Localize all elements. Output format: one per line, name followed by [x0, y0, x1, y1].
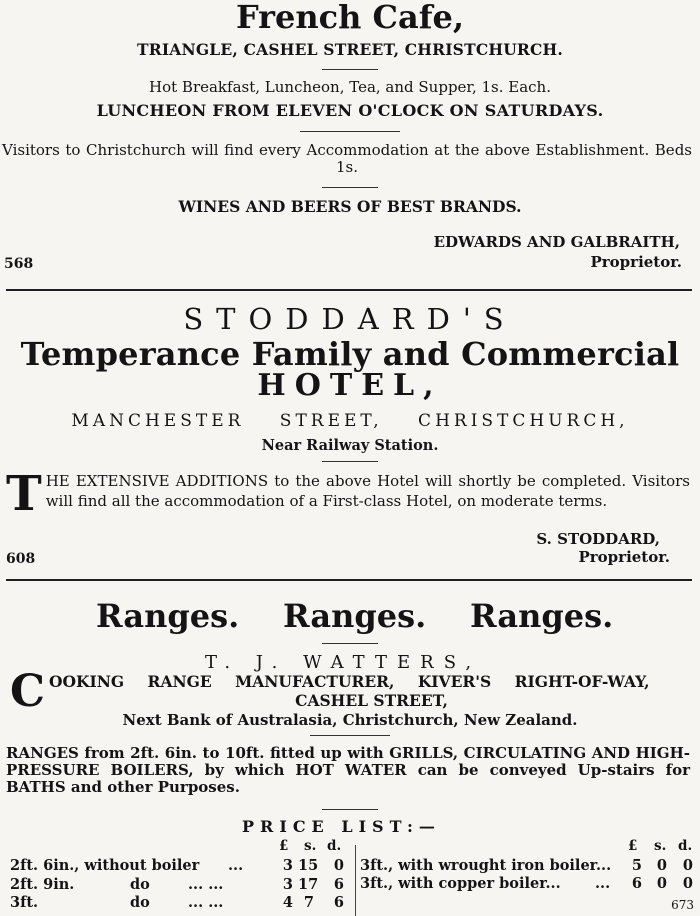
ranges-heading-word: Ranges. [96, 597, 240, 635]
leader-dots: ... ... [188, 876, 224, 893]
hotel-owner-name: STODDARD'S [183, 302, 517, 336]
column-rule [355, 845, 356, 916]
divider [322, 461, 378, 462]
drop-cap: T [6, 466, 42, 522]
divider [322, 69, 378, 70]
hotel-notice [6, 466, 690, 522]
currency-pounds: £ [279, 838, 289, 854]
ranges-manufacturer-line: OOKING RANGE MANUFACTURER, KIVER'S RIGHT-OF-WAY, [49, 672, 650, 691]
ad-number: 608 [6, 551, 36, 567]
ranges-heading-word: Ranges. [470, 597, 614, 635]
price-pounds: 3 [282, 876, 293, 893]
cafe-saturday-luncheon: LUNCHEON FROM ELEVEN O'CLOCK ON SATURDAYS. [96, 101, 604, 120]
currency-pounds: £ [628, 838, 638, 854]
price-pounds: 5 [631, 857, 642, 874]
leader-dots: ... [228, 857, 244, 874]
cafe-proprietors: EDWARDS AND GALBRAITH, [433, 233, 680, 251]
cafe-proprietor-role: Proprietor. [590, 253, 682, 271]
price-pence: 6 [333, 876, 344, 893]
hotel-heading: HOTEL, [257, 368, 443, 403]
hotel-title: Temperance Family and Commercial [20, 335, 680, 373]
price-pence: 0 [682, 875, 693, 892]
price-item: 2ft. 9in. [10, 876, 75, 893]
drop-cap: C [10, 666, 46, 717]
leader-dots: ... ... [188, 894, 224, 911]
hotel-near-station: Near Railway Station. [261, 437, 439, 454]
price-item: 3ft., with copper boiler... [360, 875, 561, 892]
hotel-signature: S. STODDARD, [536, 530, 660, 548]
hotel-proprietor-role: Proprietor. [578, 548, 670, 566]
price-pence: 0 [682, 857, 693, 874]
cafe-visitors-notice: Visitors to Christchurch will find every Accommodation at the above Establishment. Beds 1s. [2, 141, 692, 176]
ditto-mark: do [130, 894, 150, 911]
price-shillings: 7 [303, 894, 314, 911]
hotel-notice-text: HE EXTENSIVE ADDITIONS to the above Hotel will shortly be completed. Visitors will find all the accommodation of a First-class Hotel, on moderate terms. [45, 472, 690, 510]
currency-pence: d. [327, 838, 342, 854]
currency-shillings: s. [304, 838, 317, 854]
section-rule [6, 579, 692, 581]
ranges-heading-word: Ranges. [283, 597, 427, 635]
cafe-meals: Hot Breakfast, Luncheon, Tea, and Supper, 1s. Each. [149, 78, 551, 96]
ranges-street: CASHEL STREET, [295, 691, 448, 710]
price-list-title: PRICE LIST:— [242, 817, 441, 836]
price-pounds: 4 [282, 894, 293, 911]
cafe-title: French Cafe, [236, 0, 464, 36]
price-item: 2ft. 6in., without boiler [10, 857, 200, 874]
ranges-heading [0, 597, 700, 637]
price-shillings: 0 [656, 857, 667, 874]
ranges-manufacturer [10, 666, 694, 717]
cafe-wines: WINES AND BEERS OF BEST BRANDS. [178, 197, 522, 216]
section-rule [6, 289, 692, 291]
price-shillings: 15 [298, 857, 319, 874]
price-shillings: 17 [298, 876, 319, 893]
cafe-address: TRIANGLE, CASHEL STREET, CHRISTCHURCH. [137, 40, 563, 59]
divider [322, 187, 378, 188]
price-pence: 0 [333, 857, 344, 874]
price-item: 3ft. [10, 894, 39, 911]
price-pence: 6 [333, 894, 344, 911]
ditto-mark: do [130, 876, 150, 893]
currency-shillings: s. [654, 838, 667, 854]
price-pounds: 6 [631, 875, 642, 892]
ranges-location: Next Bank of Australasia, Christchurch, New Zealand. [122, 711, 578, 729]
ranges-description: RANGES from 2ft. 6in. to 10ft. fitted up with GRILLS, CIRCULATING AND HIGH-PRESSURE BOILERS, by which HOT WATER can be conveyed Up-stairs for BATHS and other Purposes. [6, 744, 690, 796]
hotel-address: MANCHESTER STREET, CHRISTCHURCH, [71, 411, 629, 431]
divider [322, 643, 378, 644]
price-item: 3ft., with wrought iron boiler... [360, 857, 612, 874]
ranges-maker-name: T. J. WATTERS, [205, 652, 482, 673]
ad-number: 568 [4, 256, 34, 272]
currency-pence: d. [678, 838, 693, 854]
leader-dots: ... [595, 875, 611, 892]
divider [322, 809, 378, 810]
price-pounds: 3 [282, 857, 293, 874]
price-shillings: 0 [656, 875, 667, 892]
divider [300, 131, 400, 132]
divider [310, 735, 390, 736]
page-number: 673 [671, 898, 694, 912]
